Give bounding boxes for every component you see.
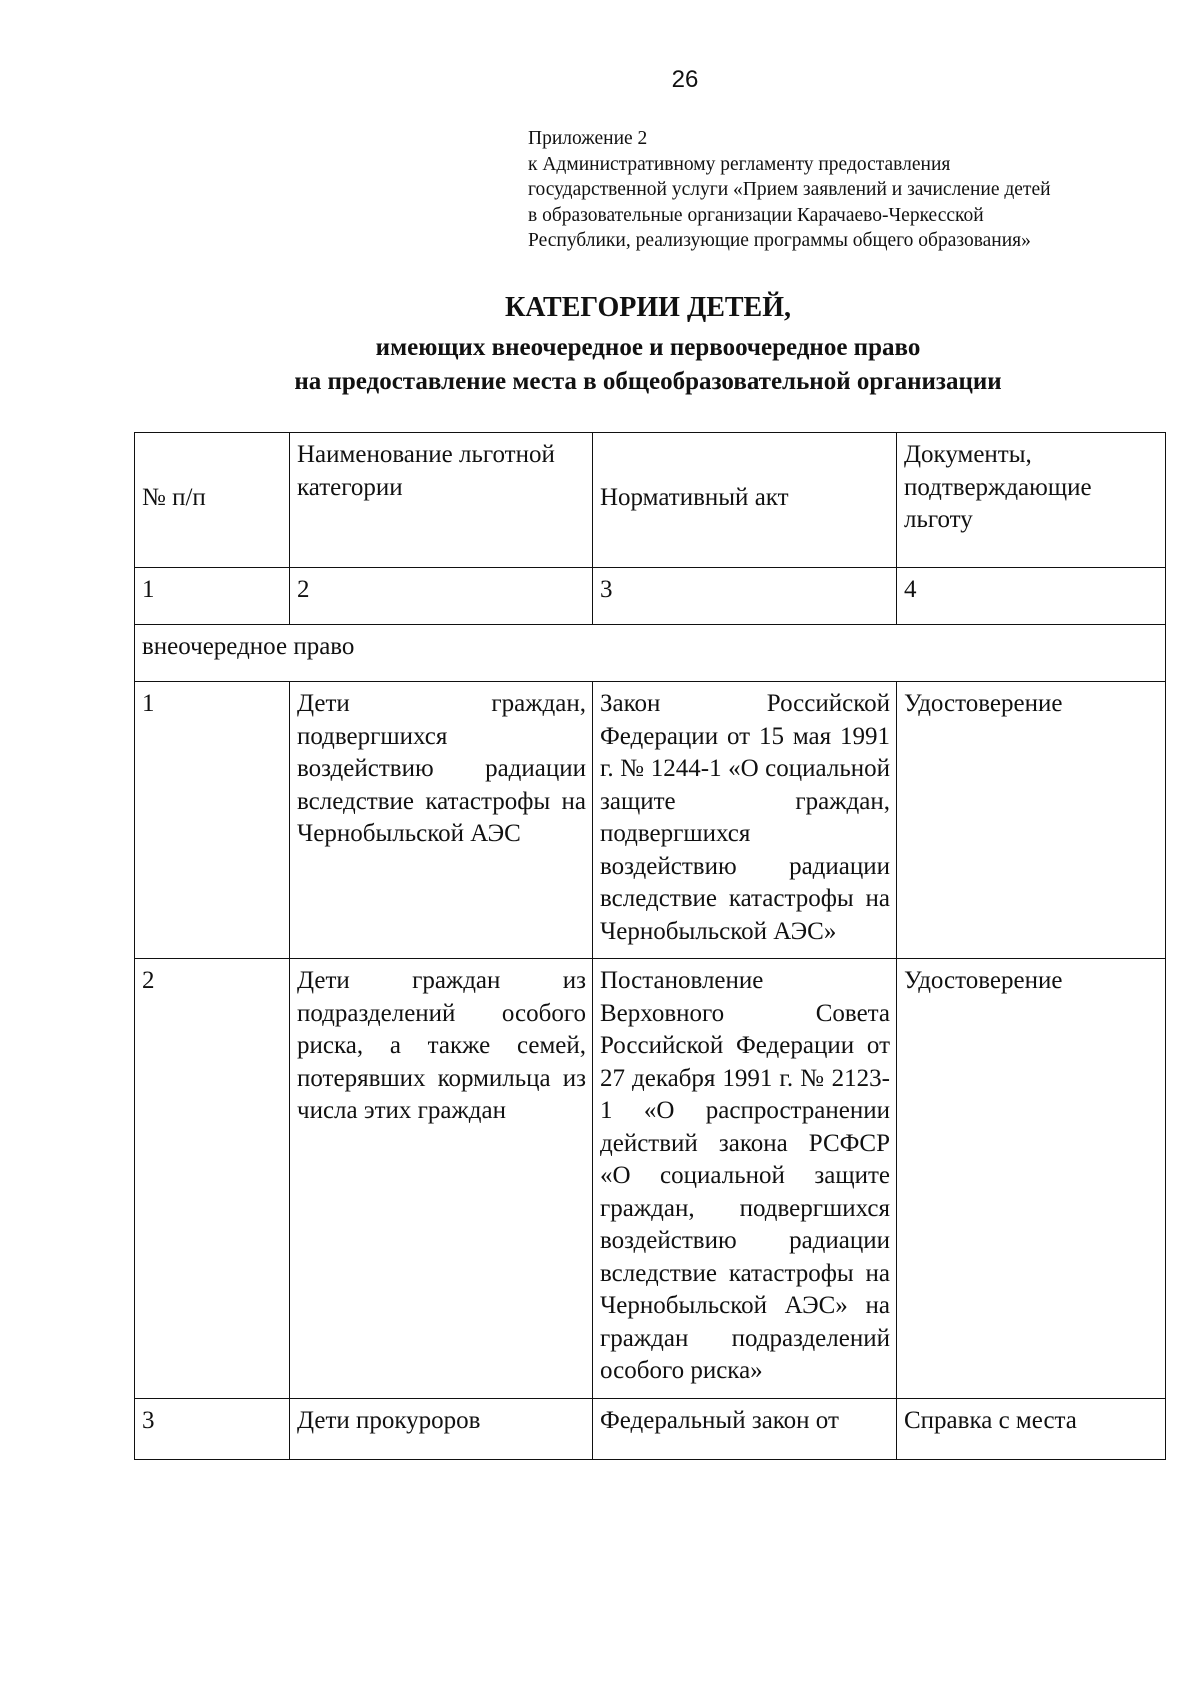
table-row xyxy=(135,682,1166,959)
appendix-note xyxy=(528,126,1148,254)
column-number: 3 xyxy=(593,568,897,625)
appendix-line: Приложение 2 xyxy=(528,128,648,149)
section-row xyxy=(135,625,1166,682)
column-number: 4 xyxy=(897,568,1166,625)
header-category: Наименование льготной категории xyxy=(290,433,593,568)
page-number: 26 xyxy=(671,66,699,93)
appendix-line: к Административному регламенту предоставления xyxy=(528,153,951,175)
row-act: Закон Российской Федерации от 15 мая 1991 г. № 1244-1 «О социальной защите граждан, подвергшихся воздействию радиации вследствие катастрофы на Чернобыльской АЭС» xyxy=(593,682,897,959)
row-category: Дети прокуроров xyxy=(290,1398,593,1459)
row-documents: Удостоверение xyxy=(897,959,1166,1399)
header-documents: Документы, подтверждающие льготу xyxy=(897,433,1166,568)
row-act: Постановление Верховного Совета Российской Федерации от 27 декабря 1991 г. № 2123-1 «О распространении действий закона РСФСР «О социальной защите граждан, подвергшихся воздействию радиации вследствие катастрофы на Чернобыльской АЭС» на граждан подразделений особого риска» xyxy=(593,959,897,1399)
table-row xyxy=(135,1398,1166,1459)
row-category: Дети граждан, подвергшихся воздействию радиации вследствие катастрофы на Чернобыльской АЭС xyxy=(290,682,593,959)
document-title: КАТЕГОРИИ ДЕТЕЙ, xyxy=(504,292,792,323)
table-header-row xyxy=(135,433,1166,568)
row-documents: Справка с места xyxy=(897,1398,1166,1459)
document-subtitle-1: имеющих внеочередное и первоочередное право xyxy=(375,334,921,361)
table-row xyxy=(135,959,1166,1399)
row-act: Федеральный закон от xyxy=(593,1398,897,1459)
column-number: 1 xyxy=(135,568,290,625)
header-act: Нормативный акт xyxy=(593,433,897,568)
appendix-line: Республики, реализующие программы общего образования» xyxy=(528,230,1031,251)
header-number: № п/п xyxy=(135,433,290,568)
row-number: 1 xyxy=(135,682,290,959)
column-numbers-row xyxy=(135,568,1166,625)
document-subtitle-2: на предоставление места в общеобразовательной организации xyxy=(294,368,1002,395)
appendix-line: государственной услуги «Прием заявлений и зачисление детей xyxy=(528,179,1051,200)
appendix-line: в образовательные организации Карачаево-Черкесской xyxy=(528,204,984,226)
row-number: 2 xyxy=(135,959,290,1399)
categories-table xyxy=(134,432,1166,1460)
column-number: 2 xyxy=(290,568,593,625)
row-category: Дети граждан из подразделений особого риска, а также семей, потерявших кормильца из числа этих граждан xyxy=(290,959,593,1399)
section-label: внеочередное право xyxy=(135,625,1166,682)
row-documents: Удостоверение xyxy=(897,682,1166,959)
row-number: 3 xyxy=(135,1398,290,1459)
